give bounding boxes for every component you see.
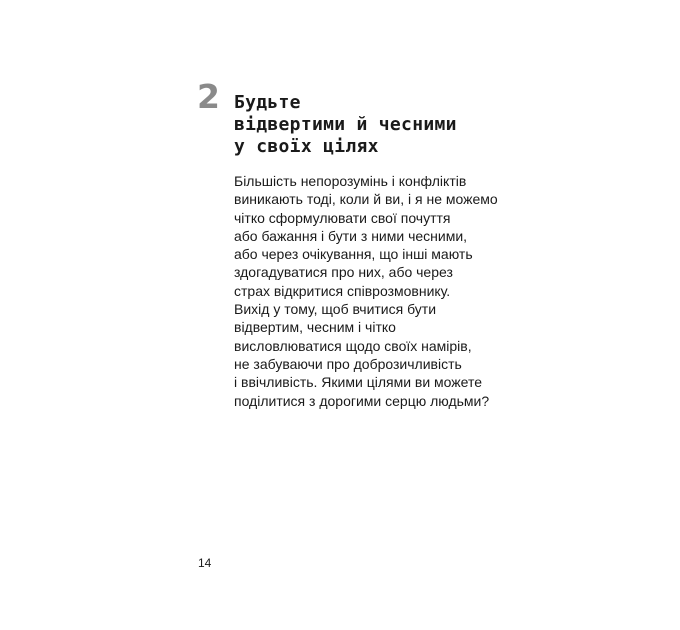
chapter-number: 2 xyxy=(197,77,220,116)
body-line: чітко сформулювати свої почуття xyxy=(234,209,451,226)
body-line: висловлюватися щодо своїх намірів, xyxy=(234,337,472,354)
body-line: здогадуватися про них, або через xyxy=(234,264,453,281)
body-line: або бажання і бути з ними чесними, xyxy=(234,227,468,244)
chapter-title-line: Будьте xyxy=(234,92,301,113)
body-line: Більшість непорозумінь і конфліктів xyxy=(234,173,467,189)
body-line: Вихід у тому, щоб вчитися бути xyxy=(234,301,437,318)
body-paragraph xyxy=(234,172,498,410)
chapter-title-line: у своїх цілях xyxy=(234,136,379,157)
chapter-title xyxy=(234,92,457,158)
body-line: відвертим, чесним і чітко xyxy=(234,319,396,336)
chapter-title-line: відвертими й чесними xyxy=(234,114,457,135)
body-line: або через очікування, що інші мають xyxy=(234,246,473,263)
page-number: 14 xyxy=(198,556,212,570)
body-line: і ввічливість. Якими цілями ви можете xyxy=(234,374,483,391)
body-line: страх відкритися співрозмовнику. xyxy=(234,282,451,299)
body-line: поділитися з дорогими серцю людьми? xyxy=(234,392,490,409)
body-line: не забуваючи про доброзичливість xyxy=(234,355,462,372)
body-line: виникають тоді, коли й ви, і я не можемо xyxy=(234,191,498,208)
